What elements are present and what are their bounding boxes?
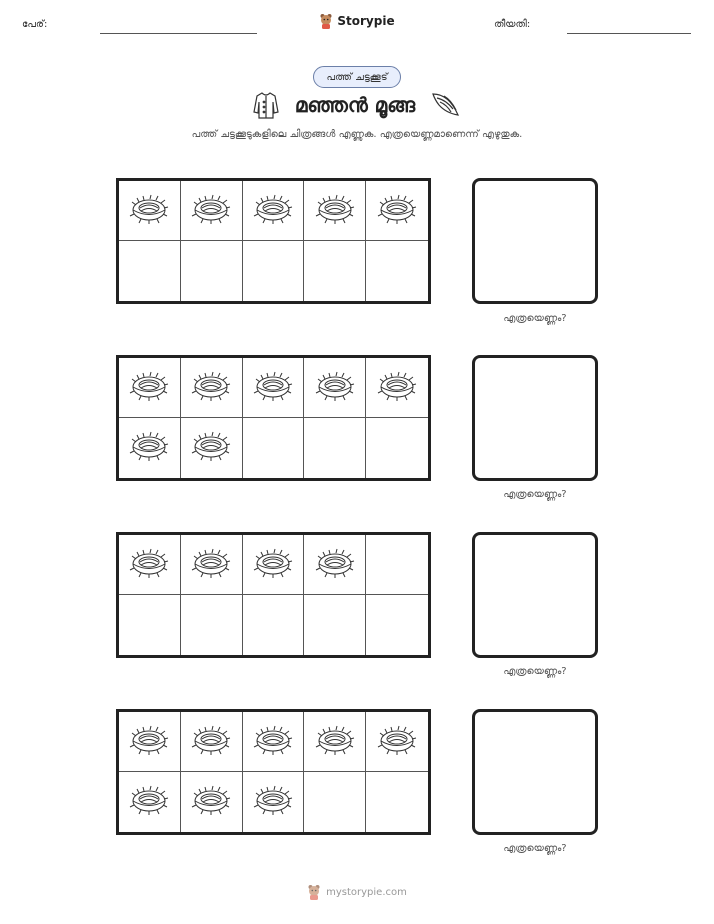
frame-cell (119, 772, 181, 832)
frame-cell (119, 595, 181, 655)
frame-cell (181, 241, 243, 301)
frame-cell (366, 535, 428, 595)
frame-cell (119, 181, 181, 241)
frame-cell (181, 418, 243, 478)
nest-icon (129, 193, 169, 229)
nest-icon (253, 784, 293, 820)
nest-icon (253, 547, 293, 583)
frame-cell (366, 418, 428, 478)
answer-box-2[interactable] (472, 355, 598, 481)
frame-cell (304, 241, 366, 301)
frame-cell (366, 181, 428, 241)
nest-icon (191, 430, 231, 466)
count-prompt-2: എത്രയെണ്ണം? (503, 489, 567, 500)
frame-cell (243, 772, 305, 832)
count-prompt-4: എത്രയെണ്ണം? (503, 843, 567, 854)
count-prompt-3: എത്രയെണ്ണം? (503, 666, 567, 677)
frame-cell (243, 358, 305, 418)
frame-cell (181, 595, 243, 655)
nest-icon (253, 724, 293, 760)
frame-cell (119, 241, 181, 301)
nest-icon (253, 193, 293, 229)
ten-frame-1 (116, 178, 431, 304)
date-label: തീയതി: (494, 19, 531, 30)
frame-cell (119, 418, 181, 478)
nest-icon (191, 193, 231, 229)
nest-icon (129, 724, 169, 760)
frame-cell (119, 535, 181, 595)
frame-cell (304, 535, 366, 595)
nest-icon (377, 370, 417, 406)
topic-badge: പത്ത് ചട്ടക്കൂട് (313, 66, 401, 88)
frame-cell (243, 418, 305, 478)
brand-logo (0, 13, 714, 29)
answer-box-4[interactable] (472, 709, 598, 835)
storypie-mascot-icon (319, 13, 333, 29)
frame-cell (181, 181, 243, 241)
frame-cell (366, 595, 428, 655)
storypie-mascot-icon (307, 884, 321, 900)
frame-cell (304, 772, 366, 832)
jacket-icon (253, 90, 279, 120)
count-prompt-1: എത്രയെണ്ണം? (503, 313, 567, 324)
frame-cell (304, 712, 366, 772)
frame-cell (366, 241, 428, 301)
name-field[interactable] (100, 33, 257, 34)
ten-frame-2 (116, 355, 431, 481)
frame-cell (366, 772, 428, 832)
title-row (0, 90, 714, 120)
nest-icon (191, 370, 231, 406)
nest-icon (129, 547, 169, 583)
frame-cell (181, 535, 243, 595)
answer-box-1[interactable] (472, 178, 598, 304)
frame-cell (243, 181, 305, 241)
date-field[interactable] (567, 33, 691, 34)
frame-cell (181, 358, 243, 418)
nest-icon (315, 724, 355, 760)
frame-cell (243, 595, 305, 655)
frame-cell (243, 241, 305, 301)
instructions: പത്ത് ചട്ടക്കൂടുകളിലെ ചിത്രങ്ങൾ എണ്ണുക. എത്രയെണ്ണമാണെന്ന് എഴുതുക. (191, 129, 523, 140)
nest-icon (315, 547, 355, 583)
footer-url: mystorypie.com (326, 886, 407, 898)
footer (0, 884, 714, 900)
nest-icon (191, 547, 231, 583)
name-label: പേര്: (22, 19, 48, 30)
wing-icon (431, 91, 461, 119)
nest-icon (315, 193, 355, 229)
nest-icon (191, 784, 231, 820)
nest-icon (315, 370, 355, 406)
nest-icon (129, 370, 169, 406)
frame-cell (119, 358, 181, 418)
frame-cell (304, 181, 366, 241)
nest-icon (129, 430, 169, 466)
answer-box-3[interactable] (472, 532, 598, 658)
frame-cell (243, 535, 305, 595)
frame-cell (366, 712, 428, 772)
frame-cell (304, 595, 366, 655)
frame-cell (243, 712, 305, 772)
ten-frame-4 (116, 709, 431, 835)
frame-cell (119, 712, 181, 772)
brand-name: Storypie (337, 14, 395, 28)
ten-frame-3 (116, 532, 431, 658)
frame-cell (181, 712, 243, 772)
nest-icon (253, 370, 293, 406)
frame-cell (366, 358, 428, 418)
nest-icon (191, 724, 231, 760)
nest-icon (377, 724, 417, 760)
frame-cell (304, 358, 366, 418)
nest-icon (377, 193, 417, 229)
frame-cell (181, 772, 243, 832)
nest-icon (129, 784, 169, 820)
frame-cell (304, 418, 366, 478)
page-title: മഞ്ഞൻ മൂങ്ങ (294, 93, 416, 117)
